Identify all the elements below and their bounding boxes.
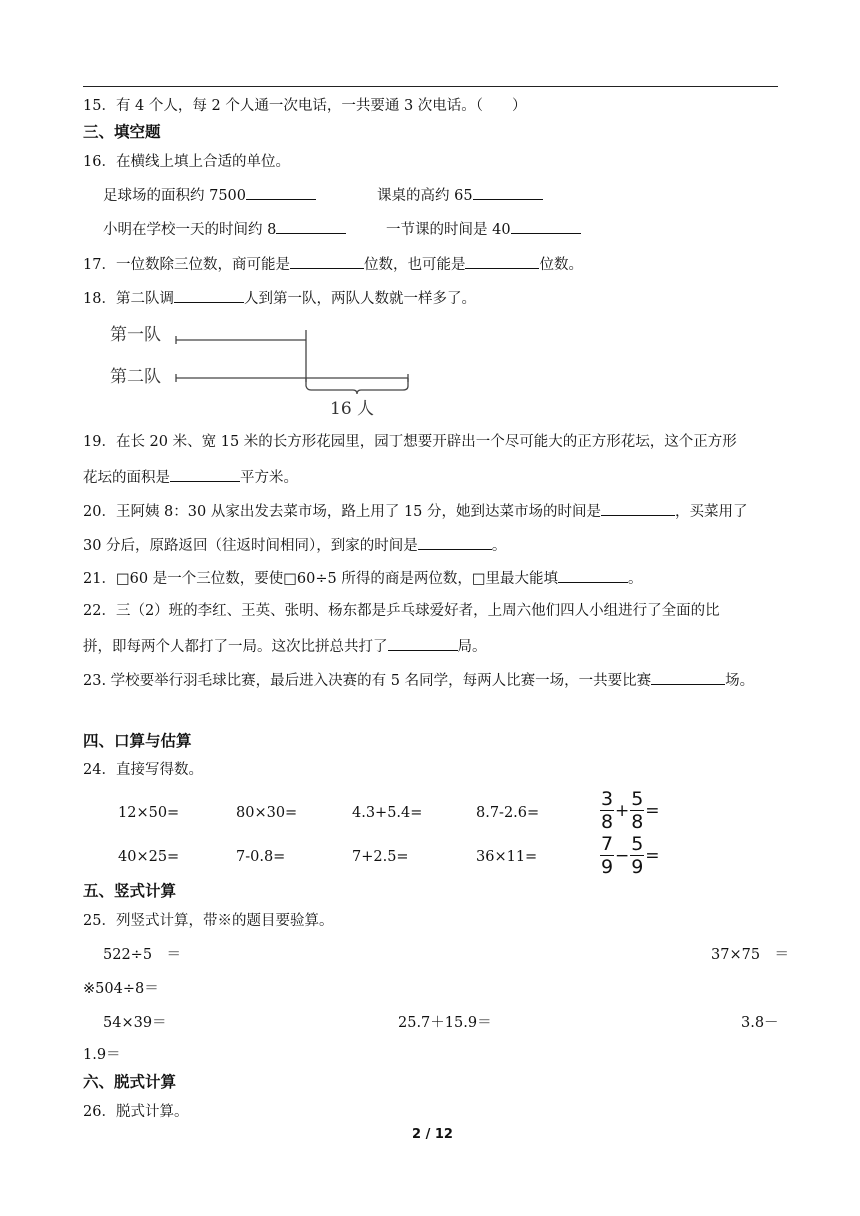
team1-label: 第一队: [110, 325, 161, 345]
question-16-c-text: 小明在学校一天的时间约 8: [103, 222, 277, 238]
question-15: 15．有 4 个人，每 2 个人通一次电话，一共要通 3 次电话。（ ）: [83, 98, 527, 114]
answer-blank[interactable]: [246, 184, 316, 200]
answer-blank[interactable]: [511, 218, 581, 234]
question-20-line-2: [83, 534, 506, 556]
vertical-calc-item: 37×75 ＝: [711, 947, 790, 963]
question-18: [83, 287, 476, 309]
vertical-calc-item: 3.8－: [741, 1015, 779, 1031]
answer-blank[interactable]: [388, 635, 458, 651]
question-16-d-text: 一节课的时间是 40: [386, 222, 511, 238]
fraction-expression-2: [600, 834, 661, 877]
answer-blank[interactable]: [290, 253, 364, 269]
numerator: 3: [600, 788, 614, 810]
question-16-b: [377, 184, 543, 206]
section-4-heading: 四、口算与估算: [83, 732, 192, 750]
question-18-text-1: 18．第二队调: [83, 291, 174, 307]
question-19-text-1: 花坛的面积是: [83, 470, 170, 486]
question-24-stem: 24．直接写得数。: [83, 762, 203, 778]
numerator: 7: [600, 833, 614, 855]
question-23-text-2: 场。: [725, 673, 755, 689]
vertical-calc-item: 522÷5 ＝: [103, 947, 182, 963]
answer-blank[interactable]: [170, 466, 240, 482]
fraction-expression-1: [600, 789, 661, 832]
answer-blank[interactable]: [601, 500, 675, 516]
question-20-text-4: 。: [491, 538, 507, 554]
question-18-text-2: 人到第一队，两队人数就一样多了。: [243, 291, 476, 307]
question-16-stem: 16．在横线上填上合适的单位。: [83, 154, 290, 170]
numerator: 5: [631, 833, 644, 855]
question-20-text-2: ，买菜用了: [675, 504, 748, 520]
vertical-calc-item: 54×39＝: [103, 1015, 167, 1031]
question-16-a: [103, 184, 316, 206]
answer-blank[interactable]: [418, 534, 492, 550]
question-22-line-1: 22．三（2）班的李红、王英、张明、杨东都是乒乓球爱好者，上周六他们四人小组进行了全面的比: [83, 603, 720, 619]
question-16-a-text: 足球场的面积约 7500: [103, 188, 247, 204]
question-16-d: [386, 218, 581, 240]
answer-blank[interactable]: [651, 669, 725, 685]
question-21-text-1: 21．□60 是一个三位数，要使□60÷5 所得的商是两位数，□里最大能填: [83, 571, 559, 587]
segment-diagram: [108, 316, 428, 419]
question-17: [83, 253, 583, 275]
question-19-text-2: 平方米。: [240, 470, 298, 486]
vertical-calc-item: ※504÷8＝: [83, 981, 159, 997]
oral-calc-item: 8.7-2.6=: [476, 805, 540, 821]
question-16-b-text: 课桌的高约 65: [377, 188, 473, 204]
question-17-text-3: 位数。: [539, 257, 583, 273]
answer-blank[interactable]: [465, 253, 539, 269]
answer-blank[interactable]: [473, 184, 543, 200]
oral-calc-item: 4.3+5.4=: [352, 805, 423, 821]
question-20-line-1: [83, 500, 748, 522]
question-20-text-1: 20．王阿姨 8：30 从家出发去菜市场，路上用了 15 分，她到达菜市场的时间是: [83, 504, 602, 520]
answer-blank[interactable]: [276, 218, 346, 234]
vertical-calc-item: 25.7＋15.9＝: [398, 1015, 492, 1031]
fraction: [630, 789, 644, 832]
difference-label: 16 人: [330, 399, 375, 419]
section-6-heading: 六、脱式计算: [83, 1073, 177, 1091]
section-3-heading: 三、填空题: [83, 123, 161, 141]
question-26-stem: 26．脱式计算。: [83, 1104, 189, 1120]
question-22-line-2: [83, 635, 487, 657]
question-17-text-2: 位数，也可能是: [363, 257, 466, 273]
operator: +: [615, 800, 630, 821]
fraction: [600, 834, 614, 877]
fraction: [600, 789, 614, 832]
fraction: [630, 834, 644, 877]
numerator: 5: [631, 788, 644, 810]
oral-calc-item: 12×50=: [118, 805, 180, 821]
question-20-text-3: 30 分后，原路返回（往返时间相同），到家的时间是: [83, 538, 418, 554]
header-rule: [83, 86, 778, 87]
oral-calc-item: 7+2.5=: [352, 849, 409, 865]
question-19-line-1: 19．在长 20 米、宽 15 米的长方形花园里，园丁想要开辟出一个尽可能大的正方形花坛，这个正方形: [83, 434, 737, 450]
equals-sign: =: [645, 845, 660, 866]
question-21-text-2: 。: [628, 571, 643, 587]
denominator: 9: [631, 856, 644, 878]
section-5-heading: 五、竖式计算: [83, 882, 177, 900]
question-21: [83, 567, 643, 589]
page-number: 2 / 12: [412, 1127, 453, 1142]
team2-label: 第二队: [110, 367, 161, 387]
oral-calc-item: 36×11=: [476, 849, 538, 865]
vertical-calc-item-cont: 1.9＝: [83, 1047, 121, 1063]
answer-blank[interactable]: [174, 287, 244, 303]
denominator: 9: [600, 856, 614, 878]
segment-lines: [108, 316, 428, 396]
oral-calc-item: 7-0.8=: [236, 849, 286, 865]
question-23: [83, 669, 754, 691]
denominator: 8: [631, 811, 644, 833]
question-23-text-1: 23. 学校要举行羽毛球比赛，最后进入决赛的有 5 名同学，每两人比赛一场，一共要比赛: [83, 673, 652, 689]
answer-blank[interactable]: [558, 567, 628, 583]
oral-calc-item: 80×30=: [236, 805, 298, 821]
question-19-line-2: [83, 466, 298, 488]
oral-calc-item: 40×25=: [118, 849, 180, 865]
question-16-c: [103, 218, 346, 240]
question-22-text-1: 拼，即每两个人都打了一局。这次比拼总共打了: [83, 639, 388, 655]
equals-sign: =: [645, 800, 660, 821]
question-25-stem: 25．列竖式计算，带※的题目要验算。: [83, 913, 334, 929]
operator: −: [615, 845, 630, 866]
question-17-text-1: 17．一位数除三位数，商可能是: [83, 257, 290, 273]
question-22-text-2: 局。: [457, 639, 487, 655]
denominator: 8: [600, 811, 614, 833]
